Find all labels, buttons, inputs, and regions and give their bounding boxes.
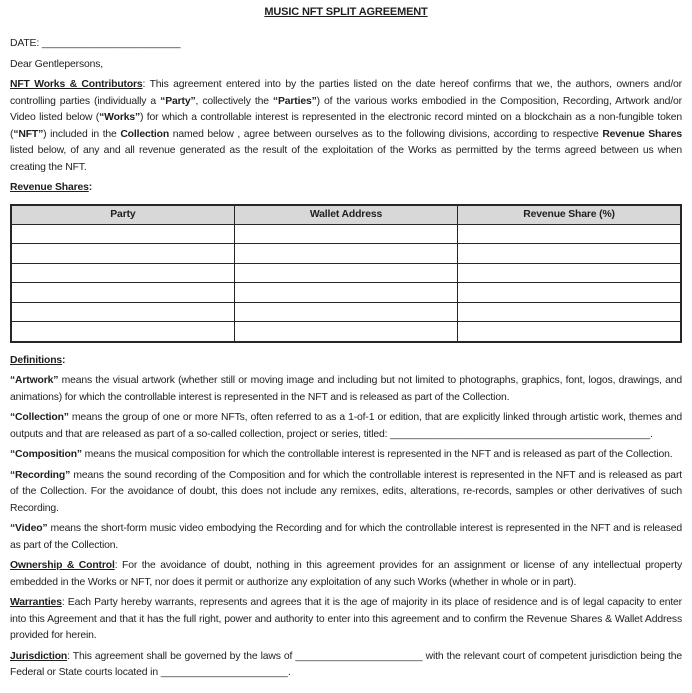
table-row xyxy=(11,244,681,264)
text-run: means the group of one or more NFTs, often referred to as a 1-of-1 or edition, that are explicitly linked through artistic work, themes and outputs and that are released as part of a so-called collection, project or series, titled: xyxy=(10,412,682,440)
date-blank: ________________________ xyxy=(41,38,181,49)
artwork-definition xyxy=(10,373,682,406)
table-row xyxy=(11,322,681,342)
text-run: Collection xyxy=(120,128,170,140)
recording-definition xyxy=(10,468,682,518)
text-run: Jurisdiction xyxy=(10,650,68,662)
text-run: ) of the various works embodied in the Composition, Recording, Artwork and/or Video listed below ( xyxy=(10,95,682,123)
collection-definition xyxy=(10,410,682,443)
warranties-paragraph xyxy=(10,595,682,645)
text-run: named below , agree between ourselves as to the following divisions, according to respective xyxy=(169,128,603,140)
text-run: “NFT” xyxy=(13,128,44,140)
text-run: Revenue Shares xyxy=(10,182,89,193)
table-cell-empty xyxy=(234,224,457,244)
table-cell-empty xyxy=(11,302,234,322)
text-run: : For the avoidance of doubt, nothing in this agreement provides for an assignment or license of any intellectual property embedded in the Works or NFT, nor does it permit or authorize any exploitation of any such Works (whether in whole or in part). xyxy=(10,560,682,588)
text-run: “Collection” xyxy=(10,412,69,423)
text-run: “Party” xyxy=(160,95,196,107)
text-run: means the musical composition for which the controllable interest is represented in the NFT and is released as part of the Collection. xyxy=(81,449,673,460)
text-run: “Works” xyxy=(99,112,141,123)
table-cell-empty xyxy=(458,263,681,283)
table-row xyxy=(11,224,681,244)
video-definition xyxy=(10,521,682,554)
jurisdiction-paragraph xyxy=(10,649,682,682)
table-cell-empty xyxy=(234,283,457,303)
table-row xyxy=(11,283,681,303)
date-line xyxy=(10,36,682,53)
text-run: Definitions xyxy=(10,354,63,366)
salutation: Dear Gentlepersons, xyxy=(10,58,104,70)
table-row xyxy=(11,302,681,322)
text-run: : xyxy=(88,182,93,193)
jurisdiction-law-blank: ______________________ xyxy=(295,650,423,662)
table-header-wallet-address: Wallet Address xyxy=(234,205,457,225)
table-cell-empty xyxy=(11,263,234,283)
text-run: “Video” xyxy=(10,523,48,534)
table-cell-empty xyxy=(234,302,457,322)
text-run: “Artwork” xyxy=(10,375,59,386)
table-cell-empty xyxy=(458,244,681,264)
table-cell-empty xyxy=(234,263,457,283)
text-run: : This agreement shall be governed by the laws of xyxy=(67,650,296,662)
text-run: Warranties xyxy=(10,597,62,608)
table-cell-empty xyxy=(11,244,234,264)
table-cell-empty xyxy=(458,302,681,322)
table-header-row xyxy=(11,205,681,225)
text-run: Revenue Shares xyxy=(602,128,682,140)
text-run: means the visual artwork (whether still or moving image and including but not limited to photographs, graphics, font, logos, drawings, and animations) for which the controllable interest is represented in the NFT and is released as part of the Collection. xyxy=(10,375,682,403)
text-run: with the relevant court of competent jurisdiction being the Federal or State courts located in xyxy=(10,650,682,678)
text-run: , collectively the xyxy=(195,95,273,107)
text-run: “Composition” xyxy=(10,449,82,460)
text-run: means the sound recording of the Composition and for which the controllable interest is represented in the NFT and is released as part of the Collection. For the avoidance of doubt, this does not include any remixes, edits, alterations, re-records, samples or other derivatives of such Recording. xyxy=(10,469,682,514)
intro-heading-run: NFT Works & Contributors xyxy=(10,79,143,90)
revenue-shares-table xyxy=(10,204,682,343)
text-run: Ownership & Control xyxy=(10,560,115,571)
composition-definition xyxy=(10,447,682,464)
revenue-table-head xyxy=(11,205,681,225)
intro-paragraph xyxy=(10,77,682,176)
text-run: ) for which a controllable interest is represented in the electronic record minted on a blockchain as a non-fungible token ( xyxy=(10,112,682,140)
text-run: . xyxy=(287,667,291,678)
revenue-shares-heading xyxy=(10,180,682,197)
table-cell-empty xyxy=(11,224,234,244)
table-row xyxy=(11,263,681,283)
ownership-control-paragraph xyxy=(10,558,682,591)
text-run: “Recording” xyxy=(10,469,71,481)
document-title xyxy=(10,4,682,21)
text-run: . xyxy=(650,428,653,440)
text-run: “Parties” xyxy=(272,95,317,107)
table-cell-empty xyxy=(458,283,681,303)
table-cell-empty xyxy=(234,244,457,264)
text-run: : xyxy=(62,354,66,366)
text-run: : Each Party hereby warrants, represents and agrees that it is the age of majority in its place of residence and is of legal capacity to enter into this Agreement and that it has the full right, power and authority to enter into this agreement and to confirm the Revenue Shares & Wallet Address provided for herein. xyxy=(10,597,682,641)
revenue-table-body xyxy=(11,224,681,342)
text-run: : This agreement entered into by the parties listed on the date hereof confirms that we, the authors, owners and/or controlling parties (individually a xyxy=(10,79,682,107)
text-run: means the short-form music video embodying the Recording and for which the controllable interest is represented in the NFT and is released as part of the Collection. xyxy=(10,523,682,551)
table-cell-empty xyxy=(234,322,457,342)
collection-title-blank: _____________________________________________ xyxy=(390,428,651,440)
table-header-party: Party xyxy=(11,205,234,225)
definitions-heading xyxy=(10,353,682,370)
table-cell-empty xyxy=(11,322,234,342)
document-title-text: MUSIC NFT SPLIT AGREEMENT xyxy=(264,6,428,18)
table-header-revenue-share: Revenue Share (%) xyxy=(458,205,681,225)
jurisdiction-court-blank: ______________________ xyxy=(160,667,288,678)
table-cell-empty xyxy=(458,322,681,342)
text-run: ) included in the xyxy=(43,128,121,140)
text-run: listed below, of any and all revenue generated as the result of the exploitation of the Works as permitted by the terms agreed between us when creating the NFT. xyxy=(10,145,682,173)
table-cell-empty xyxy=(458,224,681,244)
date-label: DATE: xyxy=(10,38,42,49)
table-cell-empty xyxy=(11,283,234,303)
